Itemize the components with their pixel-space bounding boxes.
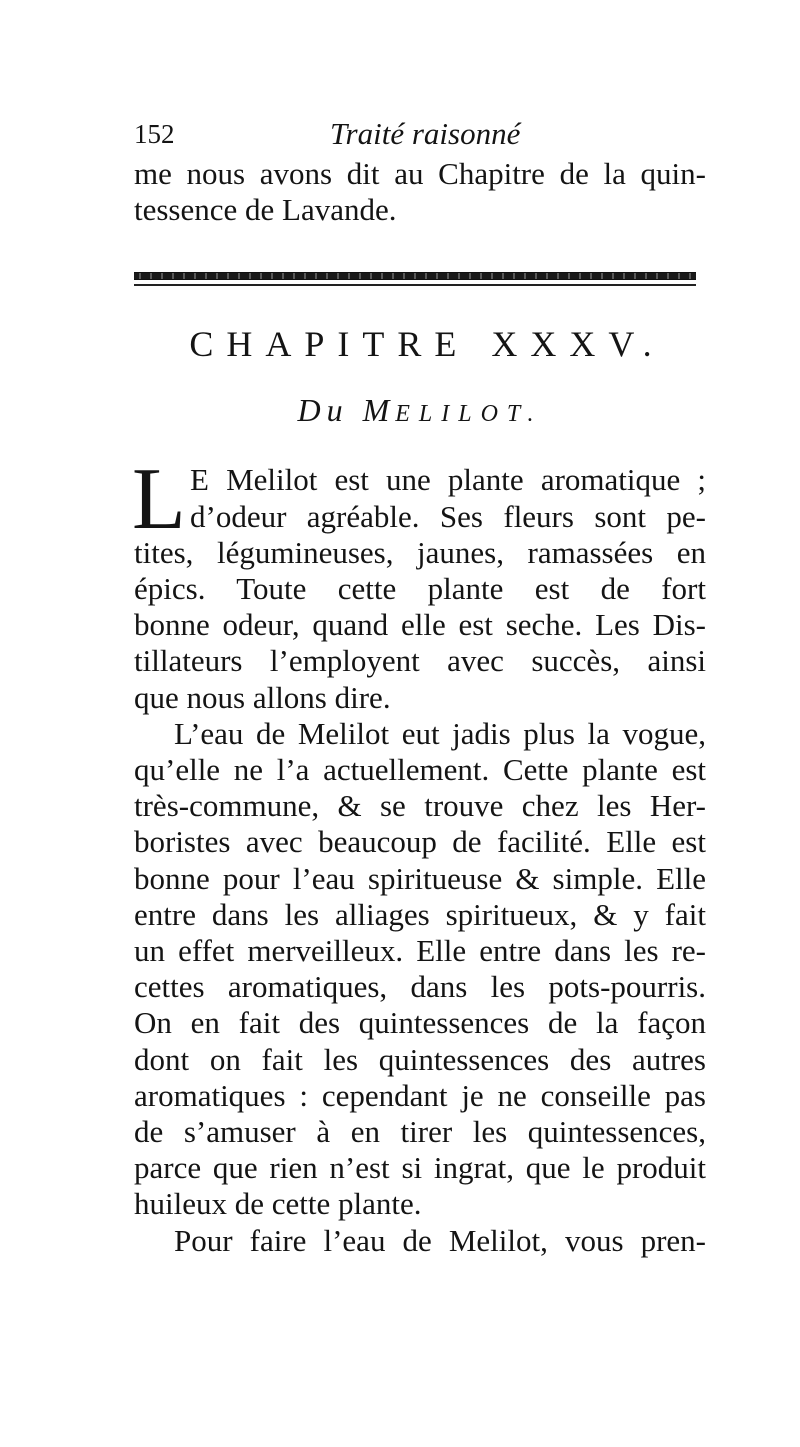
text-line: entre dans les alliages spiritueux, & y fait [134, 896, 706, 932]
chapter-body [132, 451, 706, 1258]
thin-rule [134, 284, 696, 286]
running-title: Traité raisonné [330, 116, 521, 151]
drop-cap: L [132, 451, 186, 549]
text-line: E Melilot est une plante aromatique ; [190, 462, 706, 498]
text-line: tites, légumineuses, jaunes, ramassées en [134, 534, 706, 570]
text-line: tessence de Lavande. [134, 192, 397, 228]
text-line: tillateurs l’employent avec succès, ainsi [134, 643, 706, 679]
text-line: un effet merveilleux. Elle entre dans les re- [134, 933, 706, 969]
text-line: L’eau de Melilot eut jadis plus la vogue, [174, 715, 706, 751]
page-number: 152 [134, 119, 175, 149]
text-line: d’odeur agréable. Ses fleurs sont pe- [190, 498, 706, 534]
text-line: bonne pour l’eau spiritueuse & simple. Elle [134, 860, 706, 896]
subtitle-rest: ELILOT. [395, 401, 543, 428]
paragraph [132, 451, 706, 715]
running-head [134, 112, 706, 156]
chapter-title: CHAPITRE XXXV. [189, 324, 665, 365]
text-line: dont on fait les quintessences des autres [134, 1041, 706, 1077]
text-line: de s’amuser à en tirer les quintessences, [134, 1114, 706, 1150]
text-line: On en fait des quintessences de la façon [134, 1005, 706, 1041]
carryover-text [134, 156, 706, 228]
text-line: boristes avec beaucoup de facilité. Elle est [134, 824, 706, 860]
text-line: huileux de cette plante. [134, 1186, 422, 1222]
text-line: aromatiques : cependant je ne conseille pas [134, 1077, 706, 1113]
text-line: épics. Toute cette plante est de fort [134, 571, 706, 607]
text-line: Pour faire l’eau de Melilot, vous pren- [174, 1222, 706, 1258]
paragraph [134, 716, 706, 1223]
subtitle-prefix: Du [297, 392, 349, 429]
text-line: très-commune, & se trouve chez les Her- [134, 788, 706, 824]
text-line: me nous avons dit au Chapitre de la quin- [134, 156, 706, 191]
book-page [134, 112, 706, 1259]
chapter-subtitle [134, 388, 706, 436]
text-line: qu’elle ne l’a actuellement. Cette plante est [134, 752, 706, 788]
text-line: parce que rien n’est si ingrat, que le produit [134, 1150, 706, 1186]
ornamental-rule [134, 272, 696, 280]
text-line: cettes aromatiques, dans les pots-pourris. [134, 969, 706, 1005]
paragraph [134, 1223, 706, 1259]
subtitle-initial: M [362, 392, 396, 429]
text-line: bonne odeur, quand elle est seche. Les Dis- [134, 607, 706, 643]
text-line: que nous allons dire. [134, 679, 391, 715]
